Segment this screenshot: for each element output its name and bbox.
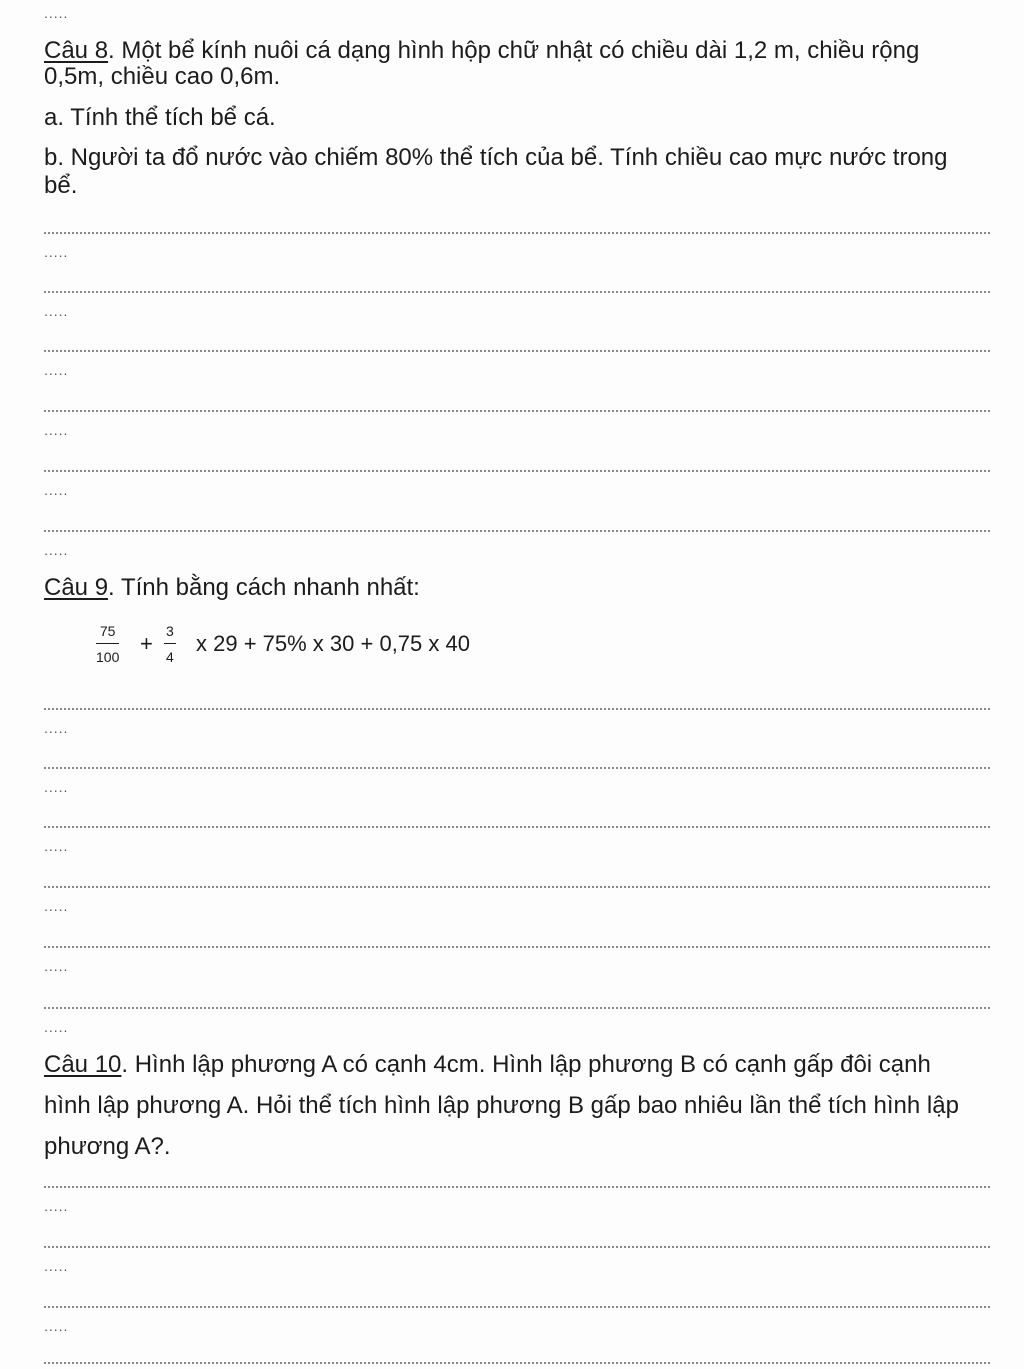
line-dots: ..... (44, 1198, 69, 1214)
line-dots: ..... (44, 898, 69, 914)
answer-line[interactable] (44, 1246, 990, 1248)
line-dots: ..... (44, 303, 69, 319)
plus-sign: + (140, 631, 153, 656)
question-10-line3: phương A?. (44, 1133, 171, 1160)
answer-line[interactable] (44, 1186, 990, 1188)
question-8-part-b-line1: b. Người ta đổ nước vào chiếm 80% thể tích của bể. Tính chiều cao mực nước trong (44, 144, 948, 171)
top-dots: ..... (44, 5, 69, 21)
answer-line[interactable] (44, 232, 990, 234)
fraction-numerator: 75 (96, 622, 119, 644)
answer-line[interactable] (44, 1362, 990, 1364)
answer-line[interactable] (44, 530, 990, 532)
line-dots: ..... (44, 1019, 69, 1035)
answer-line[interactable] (44, 886, 990, 888)
fraction-denominator: 100 (96, 649, 120, 665)
line-dots: ..... (44, 779, 69, 795)
question-10-line1: . Hình lập phương A có cạnh 4cm. Hình lập phương B có cạnh gấp đôi cạnh (121, 1051, 931, 1078)
answer-line[interactable] (44, 708, 990, 710)
line-dots: ..... (44, 244, 69, 260)
question-8-line1: . Một bể kính nuôi cá dạng hình hộp chữ nhật có chiều dài 1,2 m, chiều rộng (108, 37, 920, 64)
answer-line[interactable] (44, 1007, 990, 1009)
question-8-part-a: a. Tính thể tích bể cá. (44, 104, 276, 131)
expression-rest: x 29 + 75% x 30 + 0,75 x 40 (196, 631, 470, 656)
line-dots: ..... (44, 482, 69, 498)
question-10 (44, 1046, 931, 1084)
question-8-line2: 0,5m, chiều cao 0,6m. (44, 63, 281, 90)
fraction-numerator: 3 (164, 622, 176, 644)
line-dots: ..... (44, 1318, 69, 1334)
question-10-label: Câu 10 (44, 1051, 122, 1078)
question-8-label: Câu 8 (44, 37, 109, 64)
answer-line[interactable] (44, 291, 990, 293)
answer-line[interactable] (44, 470, 990, 472)
answer-line[interactable] (44, 826, 990, 828)
answer-line[interactable] (44, 767, 990, 769)
line-dots: ..... (44, 542, 69, 558)
fraction-75-100 (96, 622, 119, 666)
line-dots: ..... (44, 422, 69, 438)
answer-line[interactable] (44, 410, 990, 412)
question-9-text: . Tính bằng cách nhanh nhất: (108, 574, 420, 601)
question-10-line2: hình lập phương A. Hỏi thể tích hình lập phương B gấp bao nhiêu lần thể tích hình lập (44, 1092, 959, 1119)
line-dots: ..... (44, 838, 69, 854)
line-dots: ..... (44, 720, 69, 736)
answer-line[interactable] (44, 946, 990, 948)
fraction-3-4 (164, 622, 176, 666)
line-dots: ..... (44, 362, 69, 378)
question-8-part-b-line2: bể. (44, 172, 78, 199)
question-9 (44, 569, 420, 607)
question-9-label: Câu 9 (44, 574, 109, 601)
line-dots: ..... (44, 1258, 69, 1274)
answer-line[interactable] (44, 1306, 990, 1308)
answer-line[interactable] (44, 350, 990, 352)
fraction-denominator: 4 (166, 649, 174, 665)
line-dots: ..... (44, 958, 69, 974)
